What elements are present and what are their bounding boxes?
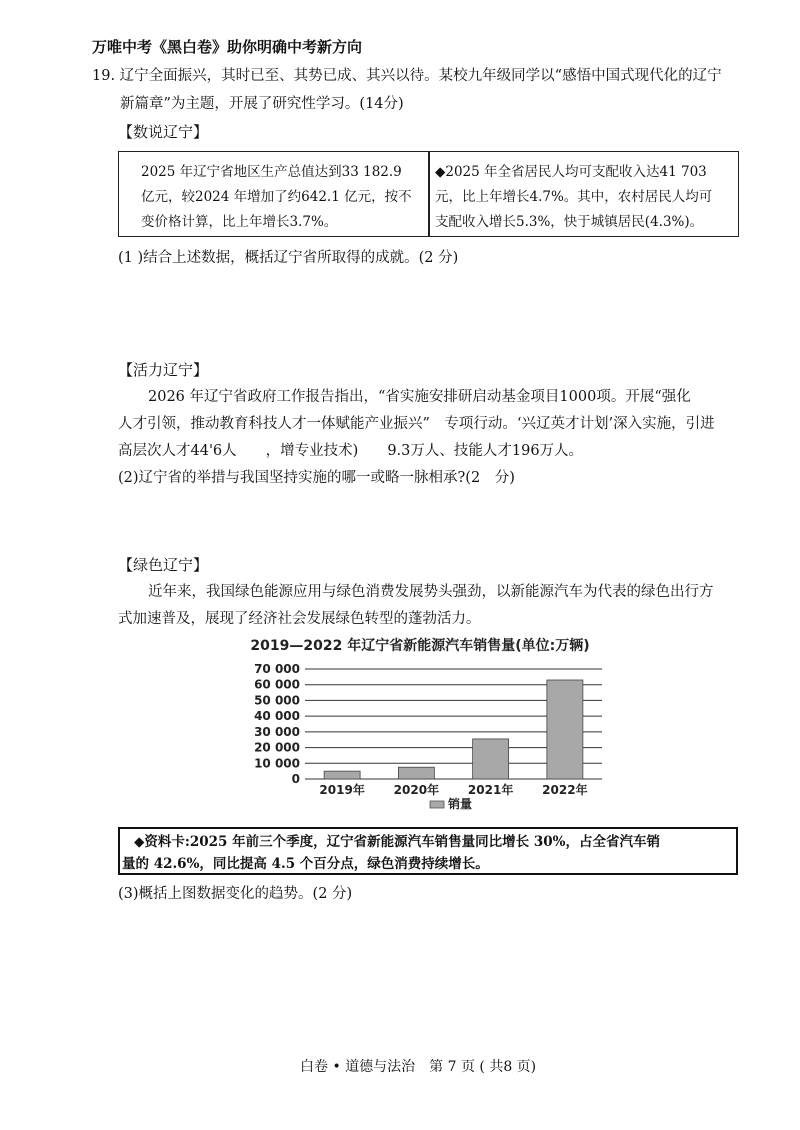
- green-paragraph-line-1: 近年来，我国绿色能源应用与绿色消费发展势头强劲，以新能源汽车为代表的绿色出行方: [148, 584, 714, 600]
- bar-2019年: [324, 771, 360, 779]
- x-tick-label: 2019年: [319, 783, 365, 797]
- info-card-line-2: 量的 42.6%，同比提高 4.5 个百分点，绿色消费持续增长。: [122, 856, 489, 872]
- x-tick-label: 2020年: [393, 783, 440, 797]
- y-tick-label: 0: [291, 772, 300, 786]
- page-header: 万唯中考《黑白卷》助你明确中考新方向: [92, 38, 363, 56]
- table-cell-line: 变价格计算，比上年增长3.7%。: [141, 214, 338, 230]
- chart-bars: [324, 680, 583, 779]
- y-tick-label: 70 000: [254, 662, 300, 676]
- info-card: [118, 827, 738, 875]
- data-table: [118, 151, 739, 237]
- question-19-line-1: 19. 辽宁全面振兴，其时已至、其势已成、其兴以待。某校九年级同学以“感悟中国式现代化的辽宁: [92, 68, 722, 84]
- question-19-line-2: 新篇章”为主题，开展了研究性学习。(14分): [120, 96, 404, 112]
- table-divider: [428, 152, 430, 236]
- table-cell-line: ◆2025 年全省居民人均可支配收入达41 703: [435, 164, 707, 180]
- x-tick-label: 2021年: [467, 783, 514, 797]
- vitality-paragraph-line-1: 2026 年辽宁省政府工作报告指出，“省实施安排研启动基金项目1000项。开展“强化: [148, 389, 691, 405]
- y-tick-label: 40 000: [254, 709, 300, 724]
- vitality-paragraph-line-3: 高层次人才44'6人 ，增专业技术) 9.3万人、技能人才196万人。: [118, 443, 584, 459]
- table-cell-gdp: [141, 160, 412, 235]
- y-tick-label: 20 000: [254, 740, 300, 755]
- section-title-data: 【数说辽宁】: [118, 123, 209, 141]
- vitality-paragraph-line-2: 人才引领，推动教育科技人才一体赋能产业振兴” 专项行动。‘兴辽英才计划’深入实施，引进: [118, 416, 715, 432]
- info-card-line-1: ◆资料卡:2025 年前三个季度，辽宁省新能源汽车销售量同比增长 30%，占全省汽车销: [134, 834, 660, 850]
- section-title-green: 【绿色辽宁】: [118, 556, 209, 574]
- bar-2021年: [473, 739, 509, 779]
- legend-swatch: [430, 801, 444, 808]
- sales-bar-chart: [240, 632, 620, 812]
- y-tick-label: 60 000: [254, 677, 300, 692]
- chart-x-axis: [319, 782, 587, 797]
- chart-y-axis: [254, 662, 300, 786]
- y-tick-label: 30 000: [254, 724, 300, 739]
- table-cell-line: 2025 年辽宁省地区生产总值达到33 182.9: [141, 164, 402, 180]
- question-3: (3)概括上图数据变化的趋势。(2 分): [118, 886, 353, 902]
- table-cell-income: [435, 160, 712, 235]
- chart-title: 2019—2022 年辽宁省新能源汽车销售量(单位:万辆): [250, 638, 590, 654]
- page-footer: 白卷 • 道德与法治 第 7 页 ( 共8 页): [300, 1059, 537, 1075]
- table-cell-line: 亿元，较2024 年增加了约642.1 亿元，按不: [141, 189, 412, 205]
- section-title-vitality: 【活力辽宁】: [118, 361, 209, 379]
- table-cell-line: 元，比上年增长4.7%。其中，农村居民人均可: [435, 189, 713, 205]
- green-paragraph-line-2: 式加速普及，展现了经济社会发展绿色转型的蓬勃活力。: [118, 611, 481, 627]
- x-tick-label: 2022年: [542, 783, 588, 797]
- bar-2022年: [547, 680, 583, 779]
- bar-2020年: [398, 767, 434, 779]
- table-cell-line: 支配收入增长5.3%，快于城镇居民(4.3%)。: [435, 214, 704, 230]
- question-1: (1 )结合上述数据，概括辽宁省所取得的成就。(2 分): [118, 250, 459, 266]
- question-2: (2)辽宁省的举措与我国坚持实施的哪一或略一脉相承?(2 分): [118, 470, 515, 486]
- y-tick-label: 50 000: [254, 693, 300, 708]
- legend-label: 销量: [448, 797, 473, 811]
- y-tick-label: 10 000: [254, 756, 300, 771]
